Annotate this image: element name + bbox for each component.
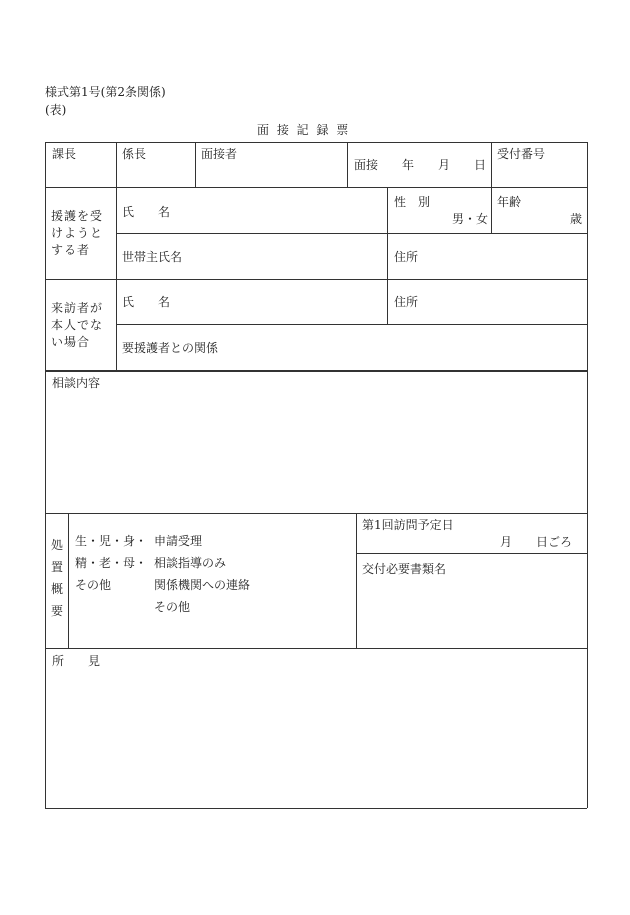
visitor-section-label: 来訪者が本人でない場合 <box>51 301 104 349</box>
age-unit: 歳 <box>570 212 583 226</box>
rule-bottom <box>45 808 587 809</box>
rule-visitor-mid <box>116 324 587 325</box>
rule-address-column <box>387 187 388 324</box>
rule-right <box>587 142 588 808</box>
sex-options: 男・女 <box>452 212 489 226</box>
rule-interviewer-right <box>347 142 348 187</box>
rule-visit-bottom <box>356 553 587 554</box>
first-visit-label: 第1回訪問予定日 <box>362 518 454 532</box>
sex-label: 性 別 <box>394 195 431 209</box>
rule-disposition-label <box>68 513 69 648</box>
disposition-section-label: 処置概要 <box>50 538 63 618</box>
action-2: 相談指導のみ <box>154 556 227 570</box>
rule-subchief-right <box>195 142 196 187</box>
rule-label-column <box>116 142 117 370</box>
page-title: 面 接 記 録 票 <box>257 123 351 137</box>
visitor-address-label: 住所 <box>394 295 419 309</box>
rule-disposition-bottom <box>45 648 587 649</box>
rule-visitor-bottom <box>45 370 587 372</box>
action-3: 関係機関への連絡 <box>154 578 251 592</box>
rule-consultation-bottom <box>45 513 587 514</box>
rule-top <box>45 142 587 143</box>
action-4: その他 <box>154 600 191 614</box>
applicant-section-label: 援護を受けようとする者 <box>51 209 104 257</box>
required-documents-label: 交付必要書類名 <box>362 562 447 576</box>
category-1: 生・児・身・ <box>75 534 148 548</box>
rule-approval-bottom <box>45 187 587 188</box>
chief-label: 課長 <box>52 147 77 161</box>
consultation-label: 相談内容 <box>52 376 101 390</box>
relation-label: 要援護者との関係 <box>122 341 219 355</box>
rule-disposition-split <box>356 513 357 648</box>
reception-number-label: 受付番号 <box>497 147 546 161</box>
findings-label: 所 見 <box>52 654 101 668</box>
rule-applicant-bottom <box>45 279 587 280</box>
category-3: その他 <box>75 578 112 592</box>
householder-label: 世帯主氏名 <box>122 250 183 264</box>
action-1: 申請受理 <box>154 534 203 548</box>
applicant-address-label: 住所 <box>394 250 419 264</box>
interview-date-label: 面接 年 月 日 <box>354 158 487 172</box>
age-label: 年齢 <box>497 195 522 209</box>
rule-date-right <box>491 142 492 187</box>
rule-left <box>45 142 46 808</box>
rule-applicant-mid <box>116 233 587 234</box>
first-visit-date: 月 日ごろ <box>500 535 573 549</box>
visitor-name-label: 氏 名 <box>122 295 171 309</box>
form-number: 様式第1号(第2条関係) <box>45 85 166 99</box>
category-2: 精・老・母・ <box>75 556 148 570</box>
rule-sex-right <box>491 187 492 233</box>
applicant-name-label: 氏 名 <box>122 205 171 219</box>
interviewer-label: 面接者 <box>201 147 238 161</box>
form-side: (表) <box>45 103 67 117</box>
subchief-label: 係長 <box>122 147 147 161</box>
